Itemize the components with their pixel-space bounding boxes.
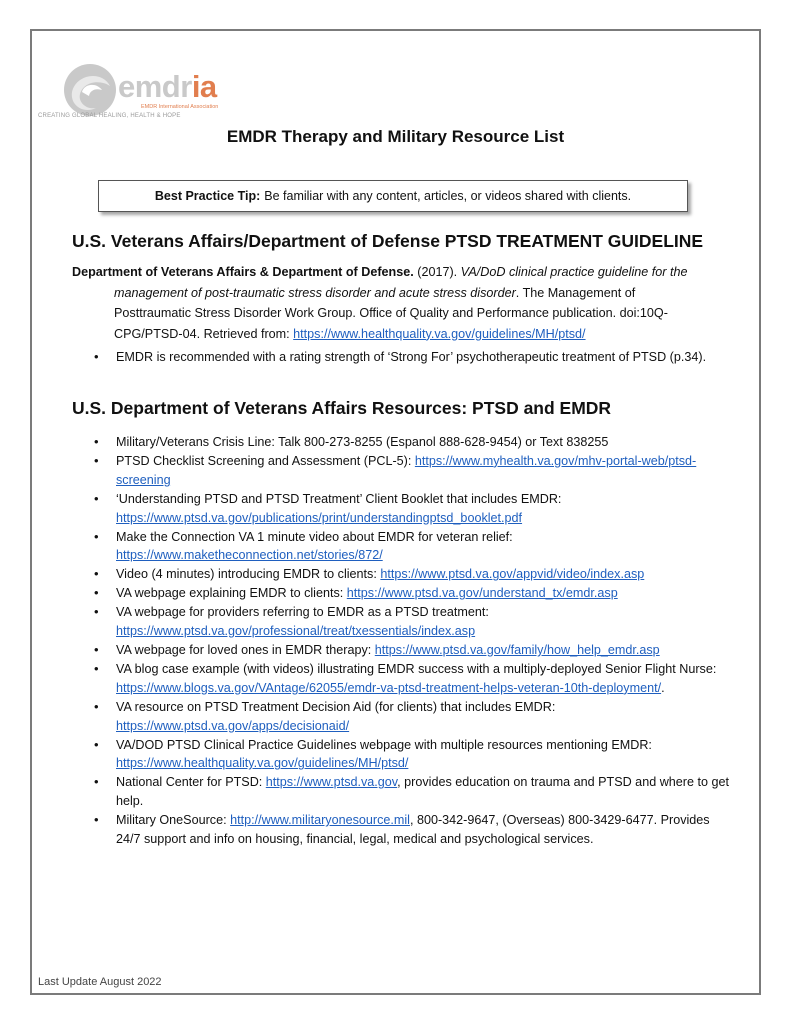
resource-text: PTSD Checklist Screening and Assessment (PCL-5): xyxy=(116,453,415,468)
document-title: EMDR Therapy and Military Resource List xyxy=(226,127,565,146)
emdria-swirl-icon xyxy=(62,62,118,118)
resource-item xyxy=(72,698,732,736)
resource-link[interactable]: https://www.ptsd.va.gov/publications/print/understandingptsd_booklet.pdf xyxy=(116,510,523,525)
resource-item xyxy=(72,660,732,698)
guideline-bullet-list xyxy=(72,348,732,367)
resource-text: VA webpage for providers referring to EMDR as a PTSD treatment: xyxy=(116,605,489,620)
logo-tagline: CREATING GLOBAL HEALING, HEALTH & HOPE xyxy=(38,113,181,119)
section-heading-va-resources: U.S. Department of Veterans Affairs Resources: PTSD and EMDR xyxy=(72,398,612,418)
resource-item xyxy=(72,528,732,566)
citation-author: Department of Veterans Affairs & Department of Defense. xyxy=(72,265,414,279)
resource-link[interactable]: https://www.blogs.va.gov/VAntage/62055/emdr-va-ptsd-treatment-helps-veteran-10th-deployment/ xyxy=(116,680,662,695)
citation-rest3: CPG/PTSD-04. Retrieved from: xyxy=(114,326,290,341)
resource-bullet-list xyxy=(72,433,732,849)
resource-item xyxy=(72,452,732,490)
resource-text: VA webpage for loved ones in EMDR therapy: xyxy=(116,642,375,657)
emdria-logo xyxy=(38,62,219,128)
citation-title-part2: management of post-traumatic stress disorder and acute stress disorder xyxy=(114,285,516,300)
guideline-citation xyxy=(72,262,712,344)
resource-link[interactable]: http://www.militaryonesource.mil xyxy=(230,813,410,828)
resource-item xyxy=(72,565,732,584)
resource-text: Make the Connection VA 1 minute video about EMDR for veteran relief: xyxy=(116,529,513,544)
resource-item xyxy=(72,584,732,603)
resource-item xyxy=(72,603,732,641)
resource-text-after: . xyxy=(661,680,665,695)
list-item: • EMDR is recommended with a rating strength of ‘Strong For’ psychotherapeutic treatment of PTSD (p.34). xyxy=(72,348,732,367)
resource-text: National Center for PTSD: xyxy=(116,775,266,790)
resource-link[interactable]: https://www.ptsd.va.gov/family/how_help_emdr.asp xyxy=(374,642,660,657)
citation-link[interactable]: https://www.healthquality.va.gov/guidelines/MH/ptsd/ xyxy=(293,326,586,341)
resource-link[interactable]: https://www.ptsd.va.gov xyxy=(265,775,398,790)
resource-link[interactable]: https://www.myhealth.va.gov/mhv-portal-web/ptsd-screening xyxy=(116,453,697,487)
resource-text-after: , 800-342-9647, (Overseas) 800-3429-6477. Provides 24/7 support and info on housing, financial, legal, medical and psychological services. xyxy=(116,813,710,847)
resource-item xyxy=(72,773,732,811)
resource-link[interactable]: https://www.ptsd.va.gov/appvid/video/index.asp xyxy=(380,567,645,582)
resource-item xyxy=(72,433,732,452)
resource-link[interactable]: https://www.ptsd.va.gov/understand_tx/emdr.asp xyxy=(346,586,618,601)
logo-subline: EMDR International Association xyxy=(141,104,219,110)
section-heading-guideline: U.S. Veterans Affairs/Department of Defense PTSD TREATMENT GUIDELINE xyxy=(72,231,704,251)
resource-text: ‘Understanding PTSD and PTSD Treatment’ Client Booklet that includes EMDR: xyxy=(116,491,562,506)
citation-rest1: . The Management of xyxy=(515,285,636,300)
tip-label: Best Practice Tip: xyxy=(154,189,261,203)
resource-text: VA webpage explaining EMDR to clients: xyxy=(116,586,347,601)
resource-link[interactable]: https://www.ptsd.va.gov/apps/decisionaid/ xyxy=(116,718,350,733)
resource-link[interactable]: https://www.maketheconnection.net/stories/872/ xyxy=(116,548,383,563)
resource-text: Military OneSource: xyxy=(116,813,231,828)
tip-text: Be familiar with any content, articles, or videos shared with clients. xyxy=(264,189,632,203)
resource-item xyxy=(72,490,732,528)
resource-item xyxy=(72,736,732,774)
resource-text: Video (4 minutes) introducing EMDR to clients: xyxy=(116,567,381,582)
best-practice-tip-box xyxy=(98,180,688,212)
logo-wordmark: emdria xyxy=(118,69,217,104)
resource-item xyxy=(72,811,732,849)
resource-text: Military/Veterans Crisis Line: Talk 800-273-8255 (Espanol 888-628-9454) or Text 838255 xyxy=(116,435,609,449)
resource-link[interactable]: https://www.healthquality.va.gov/guidelines/MH/ptsd/ xyxy=(116,756,409,771)
resource-text: VA resource on PTSD Treatment Decision Aid (for clients) that includes EMDR: xyxy=(116,699,556,714)
resource-text: VA blog case example (with videos) illustrating EMDR success with a multiply-deployed Senior Flight Nurse: xyxy=(116,661,717,676)
citation-year: (2017). xyxy=(417,265,458,279)
resource-text: VA/DOD PTSD Clinical Practice Guidelines webpage with multiple resources mentioning EMDR: xyxy=(116,737,652,752)
resource-item xyxy=(72,641,732,660)
resource-text-after: , provides education on trauma and PTSD and where to get help. xyxy=(116,775,730,809)
resource-link[interactable]: https://www.ptsd.va.gov/professional/treat/txessentials/index.asp xyxy=(116,624,476,639)
citation-title-part1: VA/DoD clinical practice guideline for the xyxy=(460,265,688,279)
footer-last-update: Last Update August 2022 xyxy=(38,976,162,988)
citation-rest2: Posttraumatic Stress Disorder Work Group. Office of Quality and Performance publication. doi:10Q- xyxy=(114,306,668,320)
